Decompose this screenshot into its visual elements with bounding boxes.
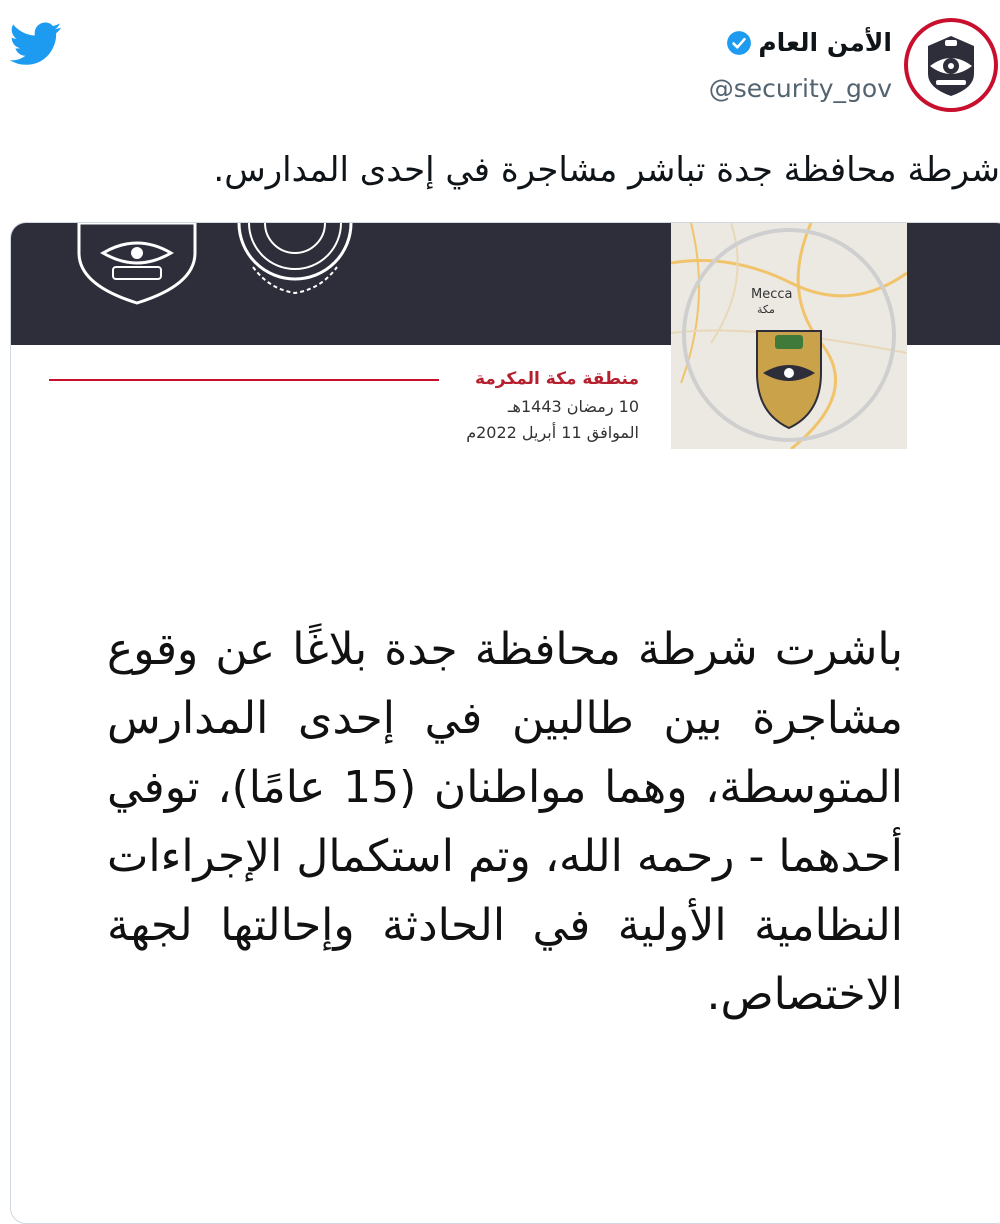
public-security-logo-icon xyxy=(916,30,986,100)
map-label-mecca: Mecca xyxy=(751,287,793,302)
public-security-emblem-icon xyxy=(69,223,205,305)
date-hijri: 10 رمضان 1443هـ xyxy=(507,397,639,416)
map-label-mecca-ar: مكة xyxy=(757,303,775,316)
map-roads-icon xyxy=(671,223,907,449)
statement-body: باشرت شرطة محافظة جدة بلاغًا عن وقوع مشاجرة بين طالبين في إحدى المدارس المتوسطة، وهما مواطنان (15 عامًا)، توفي أحدهما - رحمه الله، وتم استكمال الإجراءات النظامية الأولية في الحادثة وإحالتها لجهة الاختصاص. xyxy=(107,624,903,1020)
avatar[interactable] xyxy=(904,18,998,112)
display-name-text: الأمن العام xyxy=(758,28,892,57)
date-gregorian: الموافق 11 أبريل 2022م xyxy=(466,423,639,442)
mecca-map-image xyxy=(671,223,907,449)
region-title: منطقة مكة المكرمة xyxy=(474,369,639,389)
display-name[interactable] xyxy=(726,28,892,57)
ministry-seal-icon xyxy=(229,223,361,303)
red-divider xyxy=(49,379,439,381)
account-header xyxy=(440,0,1000,130)
account-handle[interactable]: @security_gov xyxy=(708,74,892,103)
tweet-text: شرطة محافظة جدة تباشر مشاجرة في إحدى المدارس. xyxy=(213,150,1000,190)
verified-badge-icon xyxy=(726,30,752,56)
tweet-image-card[interactable] xyxy=(10,222,1000,1224)
twitter-bird-icon[interactable] xyxy=(10,22,62,66)
